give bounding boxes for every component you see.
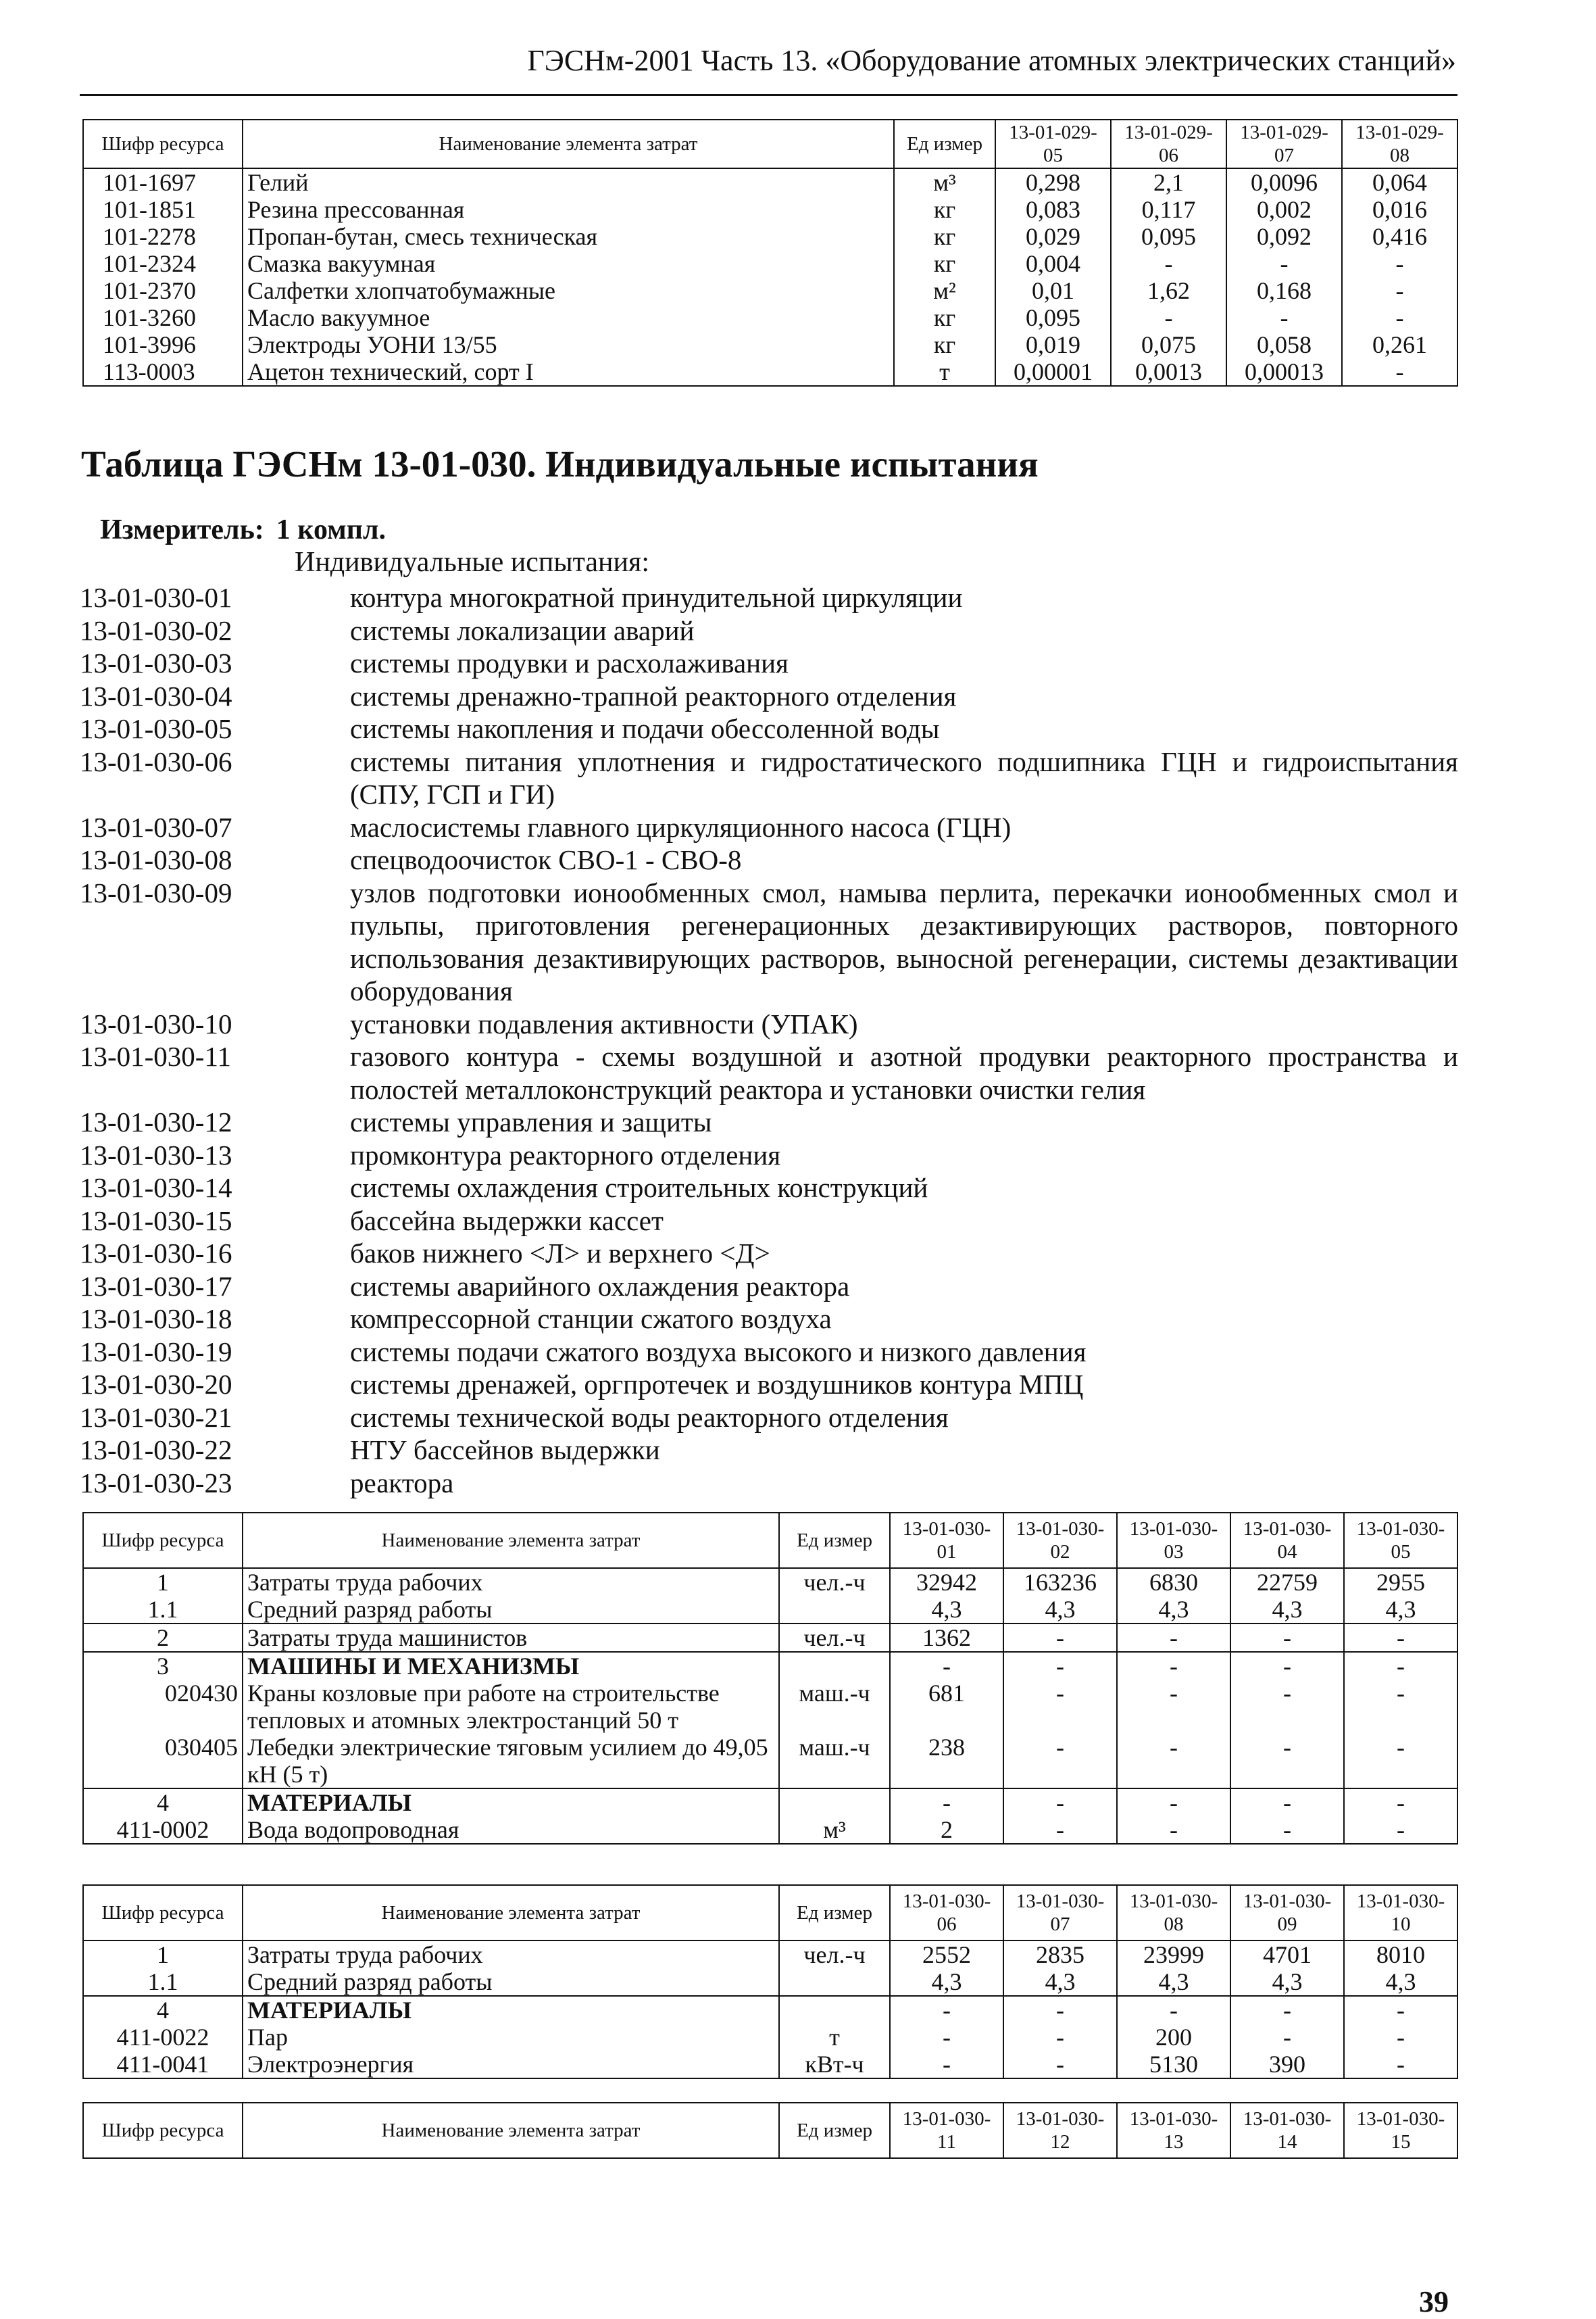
resource-code: 030405 [83, 1734, 243, 1788]
col-header-name: Наименование элемента затрат [243, 120, 894, 168]
resource-name: Салфетки хлопчатобумажные [243, 277, 894, 304]
resource-unit: м³ [779, 1816, 890, 1844]
item-code: 13-01-030-11 [80, 1041, 231, 1072]
list-item [80, 1368, 1458, 1401]
list-item [80, 647, 1458, 680]
col-header-norm: 13-01-030-08 [1117, 1885, 1230, 1940]
table-row [83, 331, 1457, 358]
table-row [83, 1940, 1457, 1968]
item-code: 13-01-030-14 [80, 1172, 232, 1203]
norm-value: 1,62 [1111, 277, 1226, 304]
norm-value: - [1344, 1816, 1457, 1844]
norm-value: - [1230, 1624, 1344, 1652]
col-header-norm: 13-01-030-11 [890, 2103, 1003, 2158]
col-header-norm: 13-01-030-02 [1003, 1513, 1117, 1568]
table-row [83, 1968, 1457, 1996]
norm-value: - [1003, 2051, 1117, 2078]
resource-table-030-01-05 [82, 1512, 1458, 1845]
resource-table-029 [82, 119, 1458, 387]
list-item [80, 614, 1458, 648]
resource-code: 411-0022 [83, 2024, 243, 2051]
norm-value: 4,3 [1230, 1596, 1344, 1624]
item-text: системы технической воды реакторного отделения [350, 1401, 949, 1433]
list-item [80, 1302, 1458, 1336]
item-text: промконтура реакторного отделения [350, 1139, 781, 1171]
norm-value: - [1344, 1624, 1457, 1652]
resource-code: 4 [83, 1788, 243, 1816]
norm-value: - [1003, 1734, 1117, 1788]
resource-name: Резина прессованная [243, 196, 894, 223]
norm-value: 0,298 [995, 168, 1111, 196]
item-text: установки подавления активности (УПАК) [350, 1008, 858, 1040]
list-item [80, 1270, 1458, 1303]
norm-value: - [1342, 358, 1457, 386]
table-row [83, 223, 1457, 250]
resource-unit [779, 1788, 890, 1816]
list-item [80, 1336, 1458, 1369]
item-text: системы подачи сжатого воздуха высокого и низкого давления [350, 1336, 1087, 1367]
resource-code: 411-0002 [83, 1816, 243, 1844]
norm-value: - [1003, 1996, 1117, 2024]
col-header-name: Наименование элемента затрат [243, 1513, 779, 1568]
item-code: 13-01-030-09 [80, 877, 232, 908]
norm-value: 238 [890, 1734, 1003, 1788]
resource-name: МАШИНЫ И МЕХАНИЗМЫ [243, 1652, 779, 1680]
norm-value: 4,3 [1003, 1968, 1117, 1996]
norm-value: - [1111, 304, 1226, 331]
resource-name: Затраты труда машинистов [243, 1624, 779, 1652]
resource-unit: кг [894, 250, 995, 277]
item-text: системы дренажно-трапной реакторного отделения [350, 680, 957, 712]
norm-value: 8010 [1344, 1940, 1457, 1968]
item-text: компрессорной станции сжатого воздуха [350, 1303, 832, 1334]
item-code: 13-01-030-18 [80, 1303, 232, 1334]
norm-value: 390 [1230, 2051, 1344, 2078]
norm-value: 0,01 [995, 277, 1111, 304]
item-code: 13-01-030-03 [80, 648, 232, 679]
col-header-norm: 13-01-030-09 [1230, 1885, 1344, 1940]
resource-unit [779, 1596, 890, 1624]
norm-value: - [890, 2024, 1003, 2051]
item-code: 13-01-030-10 [80, 1008, 232, 1040]
norm-value: 6830 [1117, 1568, 1230, 1596]
norm-value: - [1003, 1680, 1117, 1734]
resource-unit: маш.-ч [779, 1680, 890, 1734]
norm-value: 0,058 [1226, 331, 1342, 358]
norm-value: - [1344, 2051, 1457, 2078]
table-row [83, 1734, 1457, 1788]
col-header-norm: 13-01-029-06 [1111, 120, 1226, 168]
norm-value: - [1342, 250, 1457, 277]
norm-value: 0,075 [1111, 331, 1226, 358]
item-code: 13-01-030-21 [80, 1401, 232, 1433]
col-header-norm: 13-01-030-03 [1117, 1513, 1230, 1568]
norm-value: 2552 [890, 1940, 1003, 1968]
item-text: бассейна выдержки кассет [350, 1204, 664, 1236]
norm-value: - [890, 1996, 1003, 2024]
resource-name: МАТЕРИАЛЫ [243, 1996, 779, 2024]
norm-value: - [1344, 1788, 1457, 1816]
item-text: системы охлаждения строительных конструкций [350, 1172, 928, 1203]
col-header-unit: Ед измер [779, 1885, 890, 1940]
norm-value: - [890, 1788, 1003, 1816]
item-code: 13-01-030-20 [80, 1369, 232, 1400]
item-code: 13-01-030-12 [80, 1106, 232, 1138]
item-code: 13-01-030-13 [80, 1139, 232, 1171]
resource-name: Пропан-бутан, смесь техническая [243, 223, 894, 250]
list-item [80, 746, 1458, 811]
norm-value: - [1117, 1734, 1230, 1788]
norm-value: 4,3 [890, 1968, 1003, 1996]
resource-name: Затраты труда рабочих [243, 1940, 779, 1968]
norm-value: - [1117, 1624, 1230, 1652]
col-header-unit: Ед измер [779, 2103, 890, 2158]
norm-value: - [1003, 1788, 1117, 1816]
norm-value: 4,3 [1230, 1968, 1344, 1996]
norm-value: 23999 [1117, 1940, 1230, 1968]
item-code: 13-01-030-19 [80, 1336, 232, 1367]
list-item [80, 844, 1458, 877]
resource-unit: чел.-ч [779, 1940, 890, 1968]
list-item [80, 1237, 1458, 1270]
norm-value: 0,0013 [1111, 358, 1226, 386]
norm-value: - [890, 2051, 1003, 2078]
norm-value: - [1344, 2024, 1457, 2051]
col-header-norm: 13-01-030-15 [1344, 2103, 1457, 2158]
col-header-norm: 13-01-030-01 [890, 1513, 1003, 1568]
page-number: 39 [1419, 2285, 1449, 2318]
norm-value: 163236 [1003, 1568, 1117, 1596]
items-intro: Индивидуальные испытания: [295, 547, 649, 578]
norm-value: 0,019 [995, 331, 1111, 358]
norm-value: 4,3 [1117, 1596, 1230, 1624]
col-header-name: Наименование элемента затрат [243, 2103, 779, 2158]
item-text: газового контура - схемы воздушной и азотной продувки реакторного пространства и полостей металлоконструкций реактора и установки очистки гелия [350, 1041, 1458, 1105]
norm-value: 2955 [1344, 1568, 1457, 1596]
table-row [83, 196, 1457, 223]
resource-table-030-06-10 [82, 1884, 1458, 2079]
resource-unit: кг [894, 223, 995, 250]
norm-value: 4,3 [1344, 1968, 1457, 1996]
table-row [83, 1680, 1457, 1734]
norm-value: - [890, 1652, 1003, 1680]
norm-value: 2,1 [1111, 168, 1226, 196]
norm-value: 1362 [890, 1624, 1003, 1652]
resource-code: 1.1 [83, 1968, 243, 1996]
norm-value: - [1226, 250, 1342, 277]
norm-value: - [1111, 250, 1226, 277]
col-header-norm: 13-01-029-08 [1342, 120, 1457, 168]
item-text: узлов подготовки ионообменных смол, намыва перлита, перекачки ионообменных смол и пульпы, приготовления регенерационных дезактивирующих растворов, повторного использования дезактивирующих растворов, выносной регенерации, системы дезактивации оборудования [350, 877, 1458, 1006]
resource-code: 101-2370 [83, 277, 243, 304]
item-text: системы накопления и подачи обессоленной воды [350, 713, 940, 744]
norm-value: - [1117, 1816, 1230, 1844]
resource-name: Гелий [243, 168, 894, 196]
norm-value: - [1226, 304, 1342, 331]
table-row [83, 250, 1457, 277]
table-row [83, 277, 1457, 304]
norm-value: - [1230, 1788, 1344, 1816]
resource-name: Средний разряд работы [243, 1596, 779, 1624]
resource-code: 4 [83, 1996, 243, 2024]
resource-code: 1.1 [83, 1596, 243, 1624]
norm-value: 4701 [1230, 1940, 1344, 1968]
list-item [80, 581, 1458, 614]
norm-value: - [1342, 304, 1457, 331]
table-row [83, 1596, 1457, 1624]
list-item [80, 1139, 1458, 1172]
norm-value: 22759 [1230, 1568, 1344, 1596]
table-row [83, 168, 1457, 196]
norm-value: 4,3 [1344, 1596, 1457, 1624]
table-row [83, 1996, 1457, 2024]
item-text: реактора [350, 1467, 454, 1498]
table-row [83, 2051, 1457, 2078]
header-rule [80, 94, 1457, 96]
resource-unit: м³ [894, 168, 995, 196]
item-text: системы аварийного охлаждения реактора [350, 1270, 850, 1302]
resource-name: Затраты труда рабочих [243, 1568, 779, 1596]
norm-value: - [1230, 1996, 1344, 2024]
resource-unit: м² [894, 277, 995, 304]
resource-unit: чел.-ч [779, 1568, 890, 1596]
norm-value: - [1230, 1652, 1344, 1680]
norm-value: 200 [1117, 2024, 1230, 2051]
item-text: системы продувки и расхолаживания [350, 648, 789, 679]
norm-value: 5130 [1117, 2051, 1230, 2078]
table-row [83, 304, 1457, 331]
item-text: системы локализации аварий [350, 614, 695, 646]
resource-unit: кг [894, 304, 995, 331]
measure-label: Измеритель: [100, 514, 264, 545]
resource-name: Электроды УОНИ 13/55 [243, 331, 894, 358]
item-text: маслосистемы главного циркуляционного насоса (ГЦН) [350, 811, 1012, 843]
norm-value: - [1344, 1652, 1457, 1680]
norm-value: 0,168 [1226, 277, 1342, 304]
table-row [83, 1816, 1457, 1844]
resource-code: 101-3996 [83, 331, 243, 358]
item-text: контура многократной принудительной циркуляции [350, 582, 963, 613]
norm-value: 0,029 [995, 223, 1111, 250]
item-text: НТУ бассейнов выдержки [350, 1434, 660, 1465]
table-row [83, 1624, 1457, 1652]
item-code: 13-01-030-07 [80, 811, 232, 843]
col-header-norm: 13-01-030-12 [1003, 2103, 1117, 2158]
list-item [80, 1008, 1458, 1041]
list-item [80, 1106, 1458, 1139]
resource-code: 101-2278 [83, 223, 243, 250]
norm-value: - [1230, 1734, 1344, 1788]
resource-code: 101-2324 [83, 250, 243, 277]
resource-unit: кВт-ч [779, 2051, 890, 2078]
norm-value: 0,002 [1226, 196, 1342, 223]
resource-code: 2 [83, 1624, 243, 1652]
list-item [80, 1171, 1458, 1204]
table-row [83, 1568, 1457, 1596]
resource-name: МАТЕРИАЛЫ [243, 1788, 779, 1816]
item-code: 13-01-030-02 [80, 614, 232, 646]
resource-name: Пар [243, 2024, 779, 2051]
resource-unit: кг [894, 196, 995, 223]
norm-value: - [1344, 1996, 1457, 2024]
item-text: спецводоочисток СВО-1 - СВО-8 [350, 844, 742, 875]
resource-unit [779, 1968, 890, 1996]
resource-code: 1 [83, 1568, 243, 1596]
norm-value: 0,095 [1111, 223, 1226, 250]
list-item [80, 1204, 1458, 1238]
norm-value: - [1117, 1788, 1230, 1816]
col-header-norm: 13-01-030-05 [1344, 1513, 1457, 1568]
norm-value: 681 [890, 1680, 1003, 1734]
norm-value: 0,00001 [995, 358, 1111, 386]
norm-value: 4,3 [890, 1596, 1003, 1624]
table-title: Таблица ГЭСНм 13-01-030. Индивидуальные испытания [81, 443, 1039, 485]
resource-name: Ацетон технический, сорт I [243, 358, 894, 386]
norm-value: 0,117 [1111, 196, 1226, 223]
item-text: баков нижнего <Л> и верхнего <Д> [350, 1238, 770, 1269]
norm-value: - [1230, 2024, 1344, 2051]
norm-value: 0,261 [1342, 331, 1457, 358]
item-code: 13-01-030-23 [80, 1467, 232, 1498]
col-header-name: Наименование элемента затрат [243, 1885, 779, 1940]
list-item [80, 1434, 1458, 1467]
col-header-norm: 13-01-030-14 [1230, 2103, 1344, 2158]
norm-value: 0,095 [995, 304, 1111, 331]
list-item [80, 811, 1458, 844]
resource-unit [779, 1652, 890, 1680]
item-code: 13-01-030-04 [80, 680, 232, 712]
norm-value: - [1003, 1652, 1117, 1680]
norm-value: - [1117, 1680, 1230, 1734]
resource-name: Электроэнергия [243, 2051, 779, 2078]
norm-value: 4,3 [1003, 1596, 1117, 1624]
resource-table-030-11-15 [82, 2102, 1458, 2159]
resource-code: 1 [83, 1940, 243, 1968]
list-item [80, 680, 1458, 713]
col-header-norm: 13-01-029-05 [995, 120, 1111, 168]
resource-name: Масло вакуумное [243, 304, 894, 331]
norm-value: 0,064 [1342, 168, 1457, 196]
col-header-norm: 13-01-029-07 [1226, 120, 1342, 168]
norm-value: - [1117, 1652, 1230, 1680]
col-header-norm: 13-01-030-04 [1230, 1513, 1344, 1568]
norm-value: - [1342, 277, 1457, 304]
norm-value: - [1230, 1816, 1344, 1844]
resource-code: 101-3260 [83, 304, 243, 331]
resource-unit: маш.-ч [779, 1734, 890, 1788]
resource-code: 020430 [83, 1680, 243, 1734]
col-header-code: Шифр ресурса [83, 2103, 243, 2158]
norm-value: - [1003, 1816, 1117, 1844]
table-row [83, 1788, 1457, 1816]
col-header-norm: 13-01-030-06 [890, 1885, 1003, 1940]
list-item [80, 712, 1458, 746]
col-header-norm: 13-01-030-10 [1344, 1885, 1457, 1940]
norm-value: 2835 [1003, 1940, 1117, 1968]
item-code: 13-01-030-05 [80, 713, 232, 744]
item-text: системы управления и защиты [350, 1106, 712, 1138]
table-row [83, 358, 1457, 386]
norm-value: 0,016 [1342, 196, 1457, 223]
norm-value: - [1003, 2024, 1117, 2051]
norm-value: 0,004 [995, 250, 1111, 277]
list-item [80, 1040, 1458, 1106]
col-header-unit: Ед измер [894, 120, 995, 168]
resource-unit: т [779, 2024, 890, 2051]
item-code: 13-01-030-08 [80, 844, 232, 875]
resource-code: 101-1851 [83, 196, 243, 223]
resource-unit: чел.-ч [779, 1624, 890, 1652]
col-header-norm: 13-01-030-13 [1117, 2103, 1230, 2158]
norm-value: 0,083 [995, 196, 1111, 223]
norm-value: 0,092 [1226, 223, 1342, 250]
norm-value: - [1003, 1624, 1117, 1652]
resource-name: Средний разряд работы [243, 1968, 779, 1996]
norm-value: 32942 [890, 1568, 1003, 1596]
col-header-code: Шифр ресурса [83, 120, 243, 168]
item-text: системы питания уплотнения и гидростатического подшипника ГЦН и гидроиспытания (СПУ, ГСП и ГИ) [350, 746, 1458, 810]
norm-value: - [1230, 1680, 1344, 1734]
norm-items-list [80, 581, 1458, 1499]
norm-value: - [1117, 1996, 1230, 2024]
resource-name: Лебедки электрические тяговым усилием до 49,05 кН (5 т) [243, 1734, 779, 1788]
table-row [83, 2024, 1457, 2051]
resource-code: 113-0003 [83, 358, 243, 386]
measure-value: 1 компл. [276, 514, 386, 545]
item-code: 13-01-030-16 [80, 1238, 232, 1269]
list-item [80, 1467, 1458, 1500]
norm-value: - [1344, 1734, 1457, 1788]
item-code: 13-01-030-06 [80, 746, 232, 777]
col-header-code: Шифр ресурса [83, 1513, 243, 1568]
resource-name: Смазка вакуумная [243, 250, 894, 277]
norm-value: 0,0096 [1226, 168, 1342, 196]
item-code: 13-01-030-22 [80, 1434, 232, 1465]
item-text: системы дренажей, оргпротечек и воздушников контура МПЦ [350, 1369, 1084, 1400]
col-header-code: Шифр ресурса [83, 1885, 243, 1940]
resource-unit: т [894, 358, 995, 386]
item-code: 13-01-030-01 [80, 582, 232, 613]
measure-line [100, 514, 386, 546]
col-header-unit: Ед измер [779, 1513, 890, 1568]
resource-name: Краны козловые при работе на строительстве тепловых и атомных электростанций 50 т [243, 1680, 779, 1734]
norm-value: 0,416 [1342, 223, 1457, 250]
norm-value: 2 [890, 1816, 1003, 1844]
norm-value: - [1344, 1680, 1457, 1734]
resource-code: 3 [83, 1652, 243, 1680]
resource-code: 411-0041 [83, 2051, 243, 2078]
item-code: 13-01-030-17 [80, 1270, 232, 1302]
running-header: ГЭСНм-2001 Часть 13. «Оборудование атомных электрических станций» [527, 44, 1456, 77]
norm-value: 0,00013 [1226, 358, 1342, 386]
resource-unit: кг [894, 331, 995, 358]
resource-code: 101-1697 [83, 168, 243, 196]
list-item [80, 877, 1458, 1008]
col-header-norm: 13-01-030-07 [1003, 1885, 1117, 1940]
resource-unit [779, 1996, 890, 2024]
resource-name: Вода водопроводная [243, 1816, 779, 1844]
item-code: 13-01-030-15 [80, 1204, 232, 1236]
list-item [80, 1401, 1458, 1434]
norm-value: 4,3 [1117, 1968, 1230, 1996]
table-row [83, 1652, 1457, 1680]
